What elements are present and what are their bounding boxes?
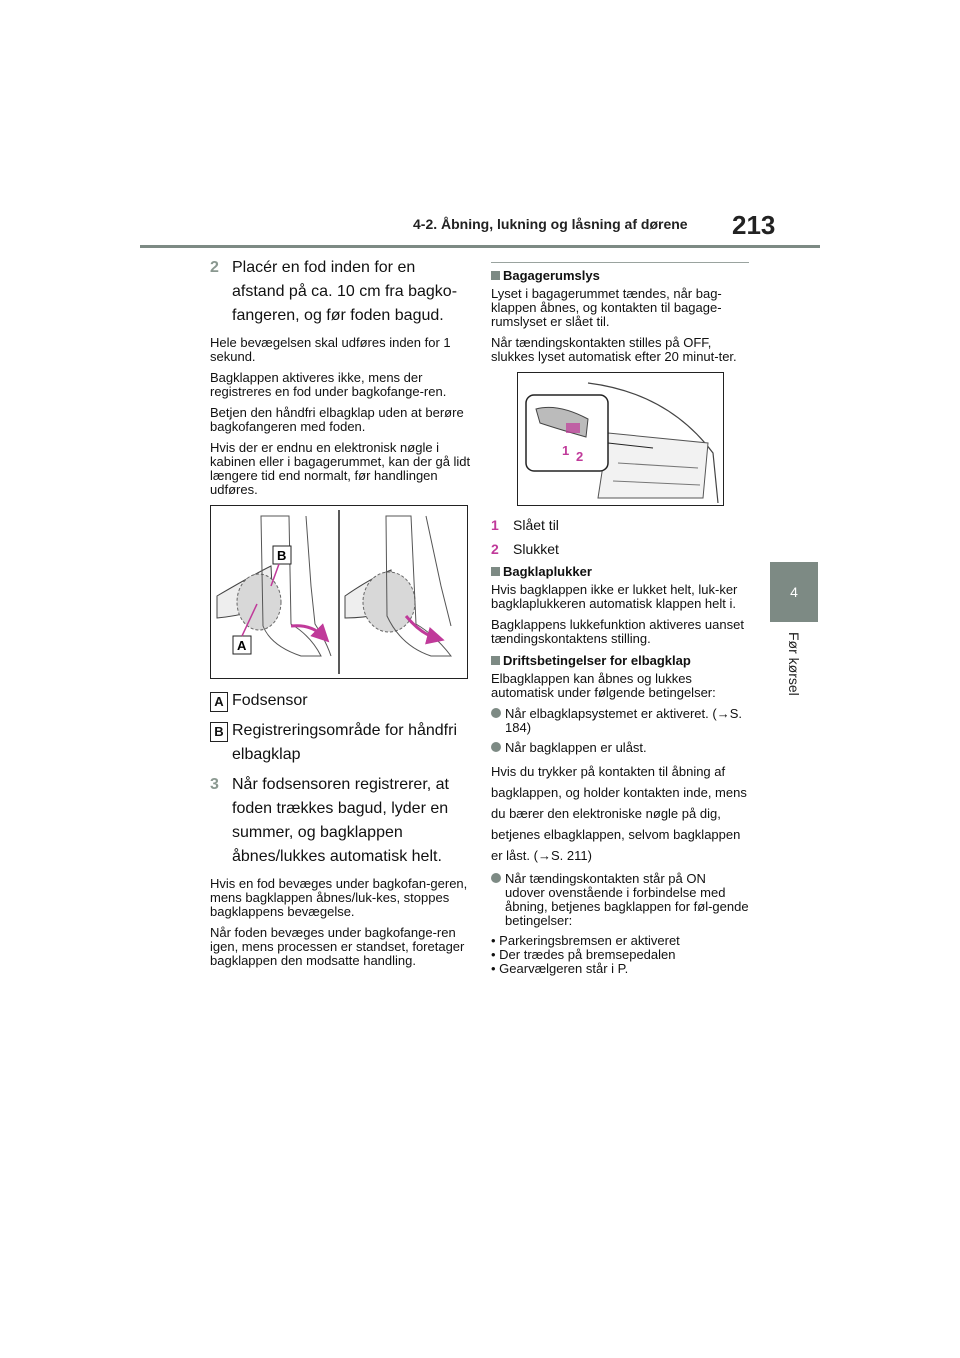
callout-text: Fodsensor: [232, 692, 308, 709]
step-text: Når fodsensoren registrerer, at foden trækkes bagud, lyder en summer, og bagklappen åbnes/lukkes automatisk helt.: [232, 776, 449, 865]
paragraph: Hvis du trykker på kontakten til åbning af bagklappen, og holder kontakten inde, mens du bærer den elektroniske nøgle på dig, betjenes elbagklappen, selvom bagklappen er låst. (→S. 211): [491, 764, 747, 863]
bullet-item: [491, 741, 749, 755]
item-text: Slukket: [513, 541, 559, 557]
section-title: 4-2. Åbning, lukning og låsning af dørene: [413, 216, 688, 232]
paragraph: Når foden bevæges under bagkofange-ren igen, mens processen er standset, foretager bagklappen den modsatte handling.: [210, 925, 465, 968]
foot-sensor-illustration: [210, 505, 468, 679]
luggage-light-illustration: [517, 372, 724, 506]
circle-bullet-icon: [491, 742, 501, 752]
section-heading-text: Driftsbetingelser for elbagklap: [503, 653, 691, 668]
callout-a: [210, 689, 472, 713]
callout-letter: A: [210, 692, 228, 712]
step-3: [210, 773, 472, 869]
left-column: [210, 256, 472, 975]
paragraph: Bagklappen aktiveres ikke, mens der registreres en fod under bagkofange-ren.: [210, 370, 447, 399]
bullet-item: [491, 872, 749, 928]
bullet-text: Når bagklappen er ulåst.: [505, 740, 647, 755]
paragraph: Lyset i bagagerummet tændes, når bag-klappen åbnes, og kontakten til bagage-rumslyset er slået til.: [491, 286, 722, 329]
step-text: Placér en fod inden for en afstand på ca. 10 cm fra bagko-fangeren, og før foden bagud.: [232, 259, 458, 324]
chapter-tab[interactable]: 4: [770, 562, 818, 622]
section-divider: [491, 262, 749, 263]
item-text: Slået til: [513, 517, 559, 533]
callout-b: [210, 719, 472, 767]
luggage-light-drawing: [518, 373, 723, 505]
callout-text: Registreringsområde for håndfri elbagklap: [232, 722, 457, 763]
section-heading-text: Bagklaplukker: [503, 564, 592, 579]
right-column: [491, 262, 749, 976]
section-heading-text: Bagagerumslys: [503, 268, 600, 283]
paragraph: Elbagklappen kan åbnes og lukkes automatisk under følgende betingelser:: [491, 671, 716, 700]
circle-bullet-icon: [491, 873, 501, 883]
item-number: 2: [491, 541, 499, 557]
square-bullet-icon: [491, 271, 500, 280]
figure-label-b: B: [277, 548, 287, 563]
paragraph: Hvis der er endnu en elektronisk nøgle i kabinen eller i bagagerummet, kan der gå lidt længere tid end normalt, før handlingen udføres.: [210, 440, 471, 497]
step-number: 3: [210, 776, 219, 793]
step-number: 2: [210, 259, 219, 276]
step-2: [210, 256, 472, 328]
foot-sensor-drawing: [211, 506, 467, 678]
figure-label-a: A: [237, 638, 247, 653]
bullet-text: Når elbagklapsystemet er aktiveret. (→S. 184): [505, 706, 742, 735]
circle-bullet-icon: [491, 708, 501, 718]
header-rule: [140, 245, 820, 248]
item-number: 1: [491, 517, 499, 533]
paragraph: Hele bevægelsen skal udføres inden for 1 sekund.: [210, 335, 451, 364]
figure-label-1: 1: [562, 443, 570, 458]
section-heading: [491, 564, 749, 579]
paragraph: Når tændingskontakten stilles på OFF, slukkes lyset automatisk efter 20 minut-ter.: [491, 335, 737, 364]
callout-letter: B: [210, 722, 228, 742]
bullet-text: Når tændingskontakten står på ON udover ovenstående i forbindelse med åbning, betjenes bagklappen for føl-gende betingelser:: [505, 871, 749, 928]
paragraph: Betjen den håndfri elbagklap uden at berøre bagkofangeren med foden.: [210, 405, 464, 434]
section-heading: [491, 653, 749, 668]
list-item: [491, 516, 749, 534]
sub-item: • Gearvælgeren står i P.: [491, 961, 629, 976]
sub-item: • Parkeringsbremsen er aktiveret: [491, 933, 680, 948]
paragraph: Hvis en fod bevæges under bagkofan-geren, mens bagklappen åbnes/luk-kes, stoppes bagklappens bevægelse.: [210, 876, 468, 919]
page-number: 213: [732, 210, 776, 240]
paragraph: Hvis bagklappen ikke er lukket helt, luk-ker bagklaplukkeren automatisk klappen helt i.: [491, 582, 738, 611]
paragraph: Bagklappens lukkefunktion aktiveres uanset tændingskontaktens stilling.: [491, 617, 744, 646]
section-heading: [491, 268, 749, 283]
figure-label-2: 2: [576, 449, 584, 464]
chapter-label: Før kørsel: [786, 632, 802, 696]
list-item: [491, 540, 749, 558]
square-bullet-icon: [491, 567, 500, 576]
bullet-item: [491, 707, 749, 735]
sub-item: • Der trædes på bremsepedalen: [491, 947, 676, 962]
square-bullet-icon: [491, 656, 500, 665]
